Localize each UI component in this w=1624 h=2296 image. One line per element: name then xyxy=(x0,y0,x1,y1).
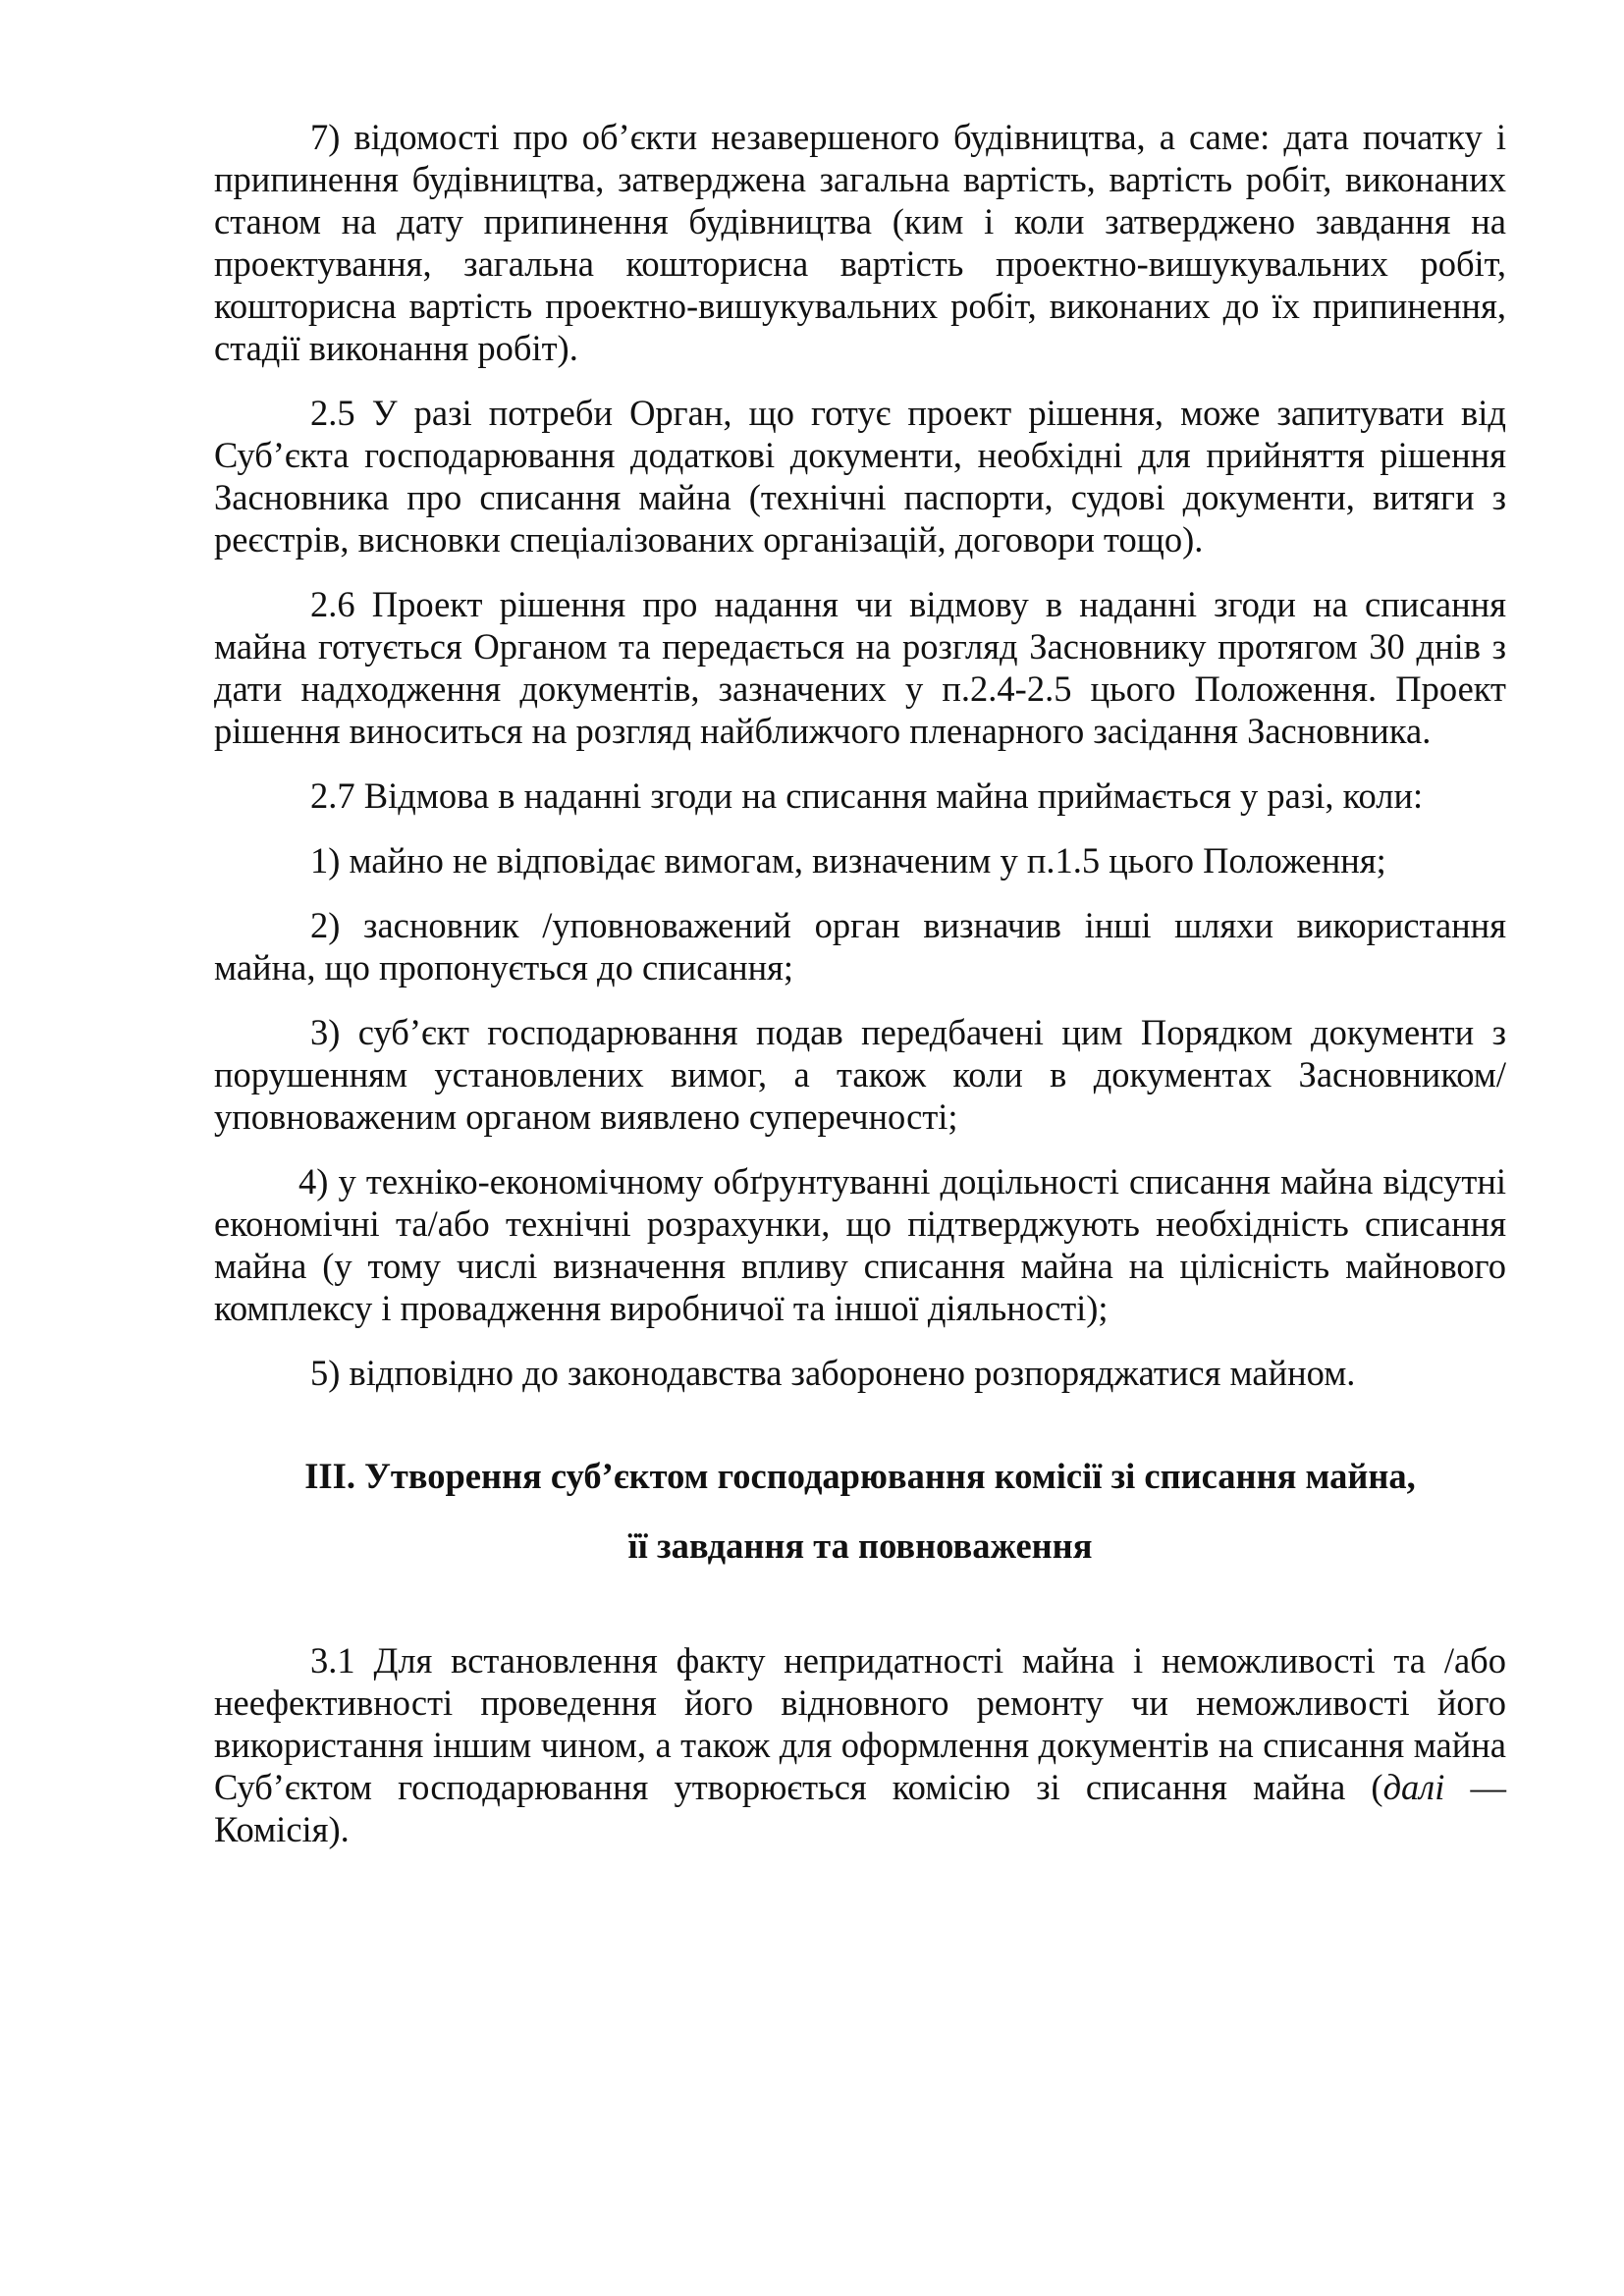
paragraph-2-5: 2.5 У разі потреби Орган, що готує проект рішення, може запитувати від Суб’єкта господарювання додаткові документи, необхідні для прийняття рішення Засновника про списання майна (технічні паспорти, судові документи, витяги з реєстрів, висновки спеціалізованих організацій, договори тощо). xyxy=(214,393,1506,560)
paragraph-item-7: 7) відомості про об’єкти незавершеного будівництва, а саме: дата початку і припинення будівництва, затверджена загальна вартість, вартість робіт, виконаних станом на дату припинення будівництва (ким і коли затверджено завдання на проектування, загальна кошторисна вартість проектно-вишукувальних робіт, кошторисна вартість проектно-вишукувальних робіт, виконаних до їх припинення, стадії виконання робіт). xyxy=(214,117,1506,368)
section-title-line-1: ІІІ. Утворення суб’єктом господарювання комісії зі списання майна, xyxy=(304,1456,1416,1496)
paragraph-3-1-italic: далі xyxy=(1382,1767,1445,1807)
refusal-reason-1: 1) майно не відповідає вимогам, визначеним у п.1.5 цього Положення; xyxy=(310,840,1386,881)
document-page xyxy=(214,116,1506,1850)
refusal-reason-4: 4) у техніко-економічному обґрунтуванні доцільності списання майна відсутні економічні та/або технічні розрахунки, що підтверджують необхідність списання майна (у тому числі визначення впливу списання майна на цілісність майнового комплексу і провадження виробничої та іншої діяльності); xyxy=(214,1161,1506,1328)
section-title-line-2: її завдання та повноваження xyxy=(627,1525,1093,1566)
paragraph-3-1 xyxy=(214,1639,1506,1850)
paragraph-2-6: 2.6 Проект рішення про надання чи відмову в наданні згоди на списання майна готується Органом та передається на розгляд Засновнику протягом 30 днів з дати надходження документів, зазначених у п.2.4-2.5 цього Положення. Проект рішення виноситься на розгляд найближчого пленарного засідання Засновника. xyxy=(214,584,1506,751)
paragraph-3-1-text: 3.1 Для встановлення факту непридатності майна і неможливості та /або неефективності проведення його відновного ремонту чи неможливості його використання іншим чином, а також для оформлення документів на списання майна Суб’єктом господарювання утворюється комісію зі списання майна ( xyxy=(214,1640,1506,1807)
paragraph-2-7: 2.7 Відмова в наданні згоди на списання майна приймається у разі, коли: xyxy=(310,775,1424,816)
refusal-reason-5: 5) відповідно до законодавства заборонено розпоряджатися майном. xyxy=(310,1353,1356,1393)
refusal-reason-2: 2) засновник /уповноважений орган визначив інші шляхи використання майна, що пропонується до списання; xyxy=(214,905,1506,988)
paragraph-3-1-end: — Комісія). xyxy=(214,1767,1506,1849)
refusal-reason-3: 3) суб’єкт господарювання подав передбачені цим Порядком документи з порушенням установлених вимог, а також коли в документах Засновником/уповноваженим органом виявлено суперечності; xyxy=(214,1012,1506,1137)
